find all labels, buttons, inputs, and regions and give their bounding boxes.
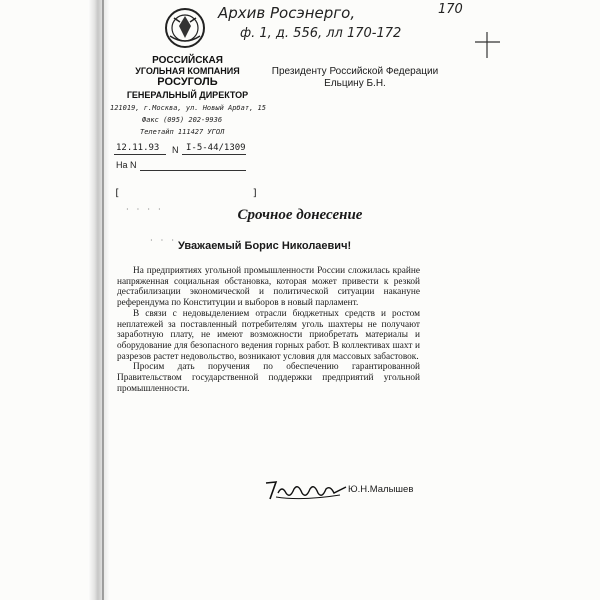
scan-shadow bbox=[88, 0, 110, 600]
recipient-block bbox=[270, 66, 440, 90]
doc-number: I-5-44/1309 bbox=[186, 143, 246, 153]
paragraph-3: Просим дать поручения по обеспечению гарантированной Правительством государственной поддержки предприятий угольной промышленности. bbox=[117, 362, 420, 394]
letter-body bbox=[117, 266, 420, 394]
document-title: Срочное донесение bbox=[237, 207, 363, 223]
recipient-line1: Президенту Российской Федерации bbox=[271, 66, 439, 77]
ref-label: На N bbox=[116, 160, 137, 170]
page-mark: 170 bbox=[438, 2, 463, 17]
archive-note-line2: ф. 1, д. 556, лл 170-172 bbox=[240, 26, 402, 41]
paragraph-1: На предприятиях угольной промышленности России сложилась крайне напряженная социальная обстановка, которая может привести к резкой дестабилизации экономической и политической ситуации накануне референдума по Конституции и выборов в новый парламент. bbox=[117, 266, 420, 309]
scan-dots-2: · · · bbox=[150, 236, 177, 245]
left-bracket: [ bbox=[114, 188, 121, 199]
telex-line: Телетайп 111427 УГОЛ bbox=[140, 128, 225, 136]
recipient-line2: Ельцину Б.Н. bbox=[324, 78, 386, 89]
date-underline bbox=[114, 154, 166, 155]
handwritten-signature bbox=[262, 477, 350, 503]
archive-note-line1: Архив Росэнерго, bbox=[218, 4, 356, 22]
fax-line: Факс (095) 202-9936 bbox=[142, 116, 223, 124]
scan-edge-line bbox=[102, 0, 104, 600]
address-line: 121019, г.Москва, ул. Новый Арбат, 15 bbox=[110, 104, 266, 112]
org-short-name: РОСУГОЛЬ bbox=[157, 76, 218, 88]
greeting: Уважаемый Борис Николаевич! bbox=[178, 240, 352, 252]
number-label: N bbox=[172, 145, 179, 155]
signatory-name: Ю.Н.Малышев bbox=[348, 484, 414, 495]
org-name-line2: УГОЛЬНАЯ КОМПАНИЯ bbox=[135, 66, 240, 76]
org-name-line1: РОССИЙСКАЯ bbox=[152, 55, 223, 66]
scan-dots-1: · · · · bbox=[126, 205, 164, 214]
doc-date: 12.11.93 bbox=[116, 143, 160, 153]
right-bracket: ] bbox=[252, 188, 259, 199]
position-title: ГЕНЕРАЛЬНЫЙ ДИРЕКТОР bbox=[126, 90, 249, 100]
paragraph-2: В связи с недовыделением отрасли бюджетных средств и ростом неплатежей за поставленный потребителям уголь шахтеры не получают заработную плату, не имеют возможности приобретать материалы и оборудование для безопасного ведения горных работ. В коллективах шахт и разрезов растет недовольство, возникают условия для массовых забастовок. bbox=[117, 308, 420, 362]
cross-mark-icon bbox=[472, 30, 502, 60]
number-underline bbox=[182, 154, 246, 155]
coat-of-arms-icon bbox=[162, 6, 208, 50]
ref-underline bbox=[140, 170, 246, 171]
